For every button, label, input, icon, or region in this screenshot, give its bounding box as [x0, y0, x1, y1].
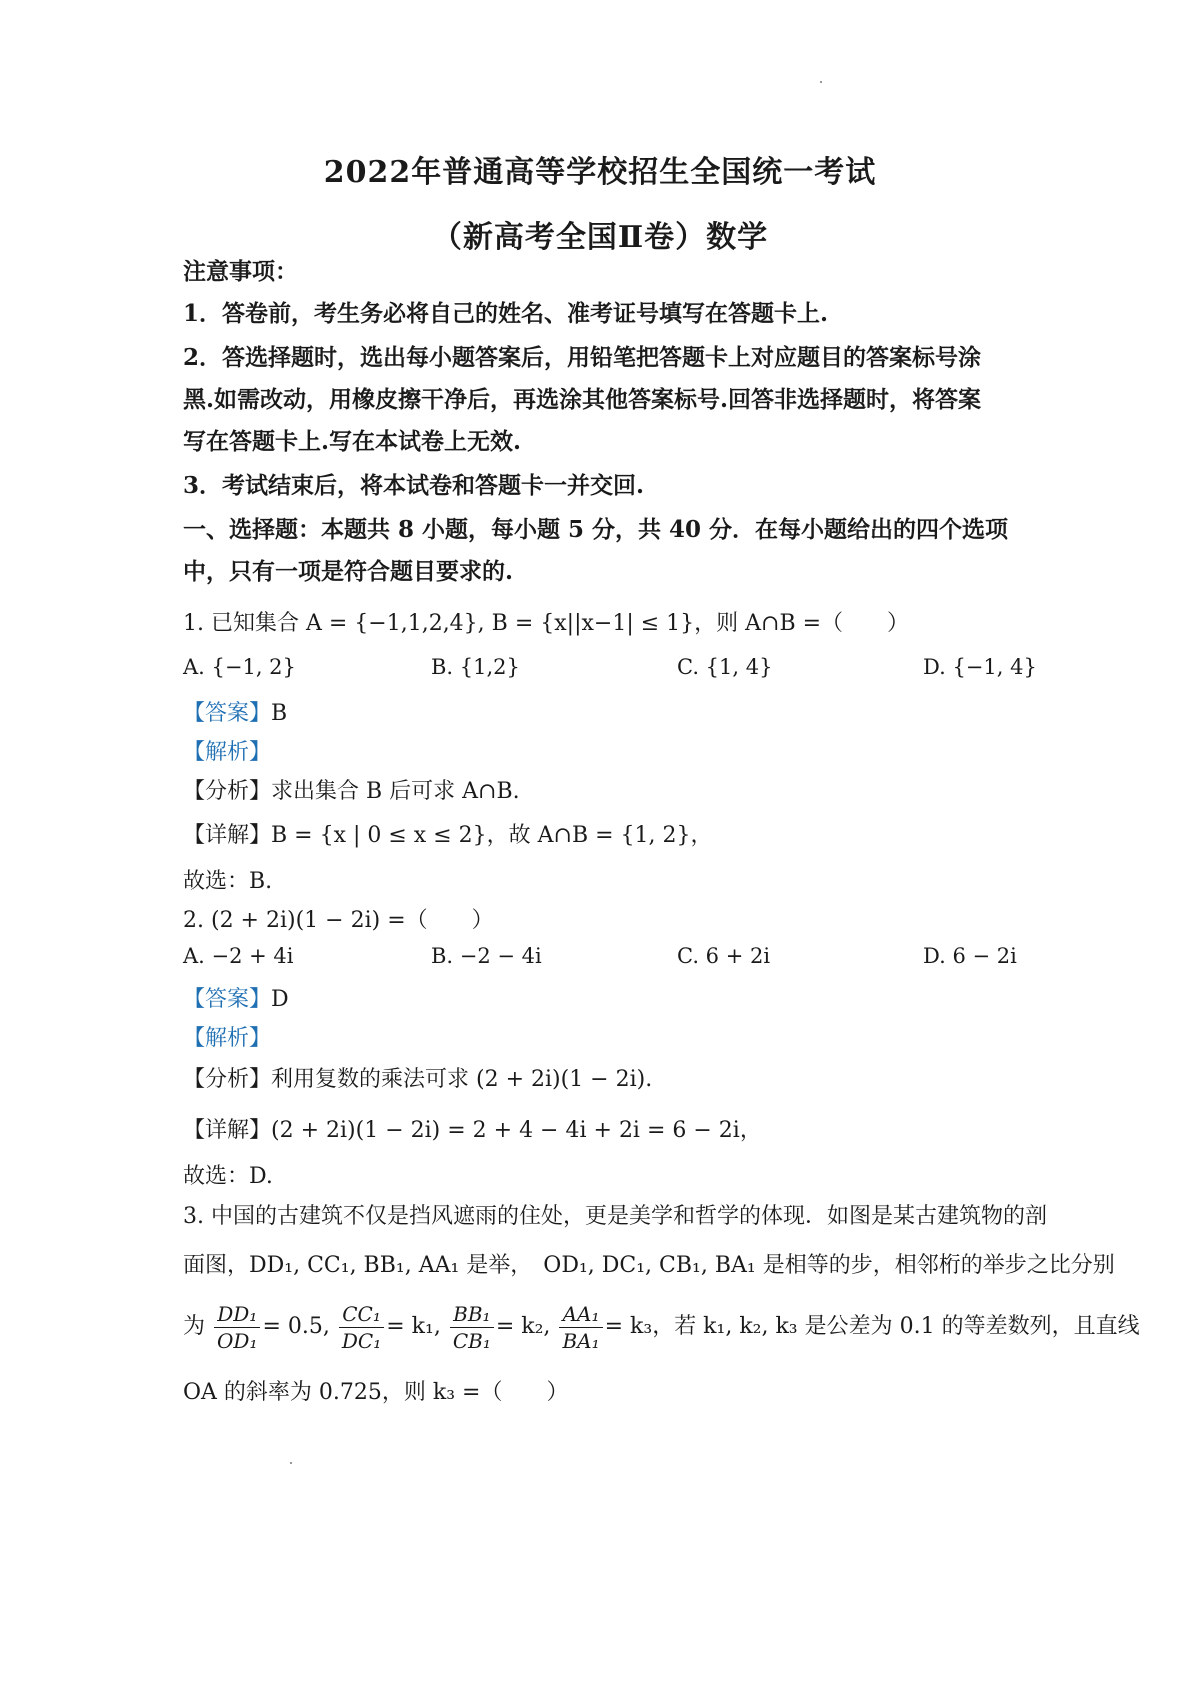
q2-xiangjie: 【详解】(2 + 2i)(1 − 2i) = 2 + 4 − 4i + 2i = 6 − 2i，: [183, 1118, 762, 1143]
q3-line-3-suffix: ，若 k₁, k₂, k₃ 是公差为 0.1 的等差数列，且直线: [652, 1314, 1140, 1339]
q3-f4-rhs: = k₃: [604, 1314, 653, 1339]
section-heading-line-1: 一、选择题：本题共 8 小题，每小题 5 分，共 40 分．在每小题给出的四个选项: [183, 516, 1009, 543]
q3-f2-den: DC₁: [341, 1328, 382, 1353]
q1-fenxi: 【分析】求出集合 B 后可求 A∩B.: [183, 779, 520, 804]
q3-f1-den: OD₁: [217, 1328, 258, 1353]
q3-fraction-1: [214, 1301, 260, 1354]
q3-line-2: 面图，DD₁, CC₁, BB₁, AA₁ 是举， OD₁, DC₁, CB₁, BA₁ 是相等的步，相邻桁的举步之比分别: [183, 1253, 1115, 1278]
q3-fraction-3: [450, 1301, 494, 1354]
q3-f3-num: BB₁: [450, 1301, 494, 1328]
q3-f2-rhs: = k₁,: [386, 1314, 441, 1339]
notice-item-2-line-3: 写在答题卡上.写在本试卷上无效.: [183, 428, 522, 455]
notice-item-1: 1．答卷前，考生务必将自己的姓名、准考证号填写在答题卡上.: [183, 300, 829, 327]
q2-analysis-tag: 【解析】: [183, 1026, 272, 1051]
q2-stem: 2. (2 + 2i)(1 − 2i) =（ ）: [183, 908, 494, 933]
scan-speck: [820, 81, 822, 83]
q3-f1-rhs: = 0.5,: [262, 1314, 330, 1339]
exam-subtitle: （新高考全国Ⅱ卷）数学: [431, 220, 769, 255]
q1-option-d: D. {−1, 4}: [923, 655, 1037, 679]
notice-heading: 注意事项：: [183, 258, 298, 285]
q1-option-a: A. {−1, 2}: [183, 655, 296, 679]
q1-answer-value: B: [271, 701, 288, 726]
q3-f4-den: BA₁: [562, 1328, 600, 1353]
notice-item-2-line-1: 2．答选择题时，选出每小题答案后，用铅笔把答题卡上对应题目的答案标号涂: [183, 344, 982, 371]
q3-fraction-2: [339, 1301, 384, 1354]
q3-line-3: [183, 1300, 1140, 1354]
q2-conclusion: 故选：D.: [183, 1164, 273, 1189]
scan-speck: [290, 1462, 292, 1464]
q2-option-d: D. 6 − 2i: [923, 944, 1017, 968]
q2-answer: [183, 982, 289, 1013]
q2-options: [183, 944, 1023, 974]
q1-answer: [183, 696, 287, 727]
section-heading-line-2: 中，只有一项是符合题目要求的.: [183, 558, 514, 585]
q2-option-b: B. −2 − 4i: [431, 944, 542, 968]
q3-f2-num: CC₁: [339, 1301, 384, 1328]
q2-answer-tag: 【答案】: [183, 987, 272, 1012]
q3-f3-den: CB₁: [452, 1328, 491, 1353]
q3-line-3-prefix: 为: [183, 1314, 206, 1339]
q1-options: [183, 655, 1037, 685]
q1-answer-tag: 【答案】: [183, 701, 272, 726]
q1-analysis-tag: 【解析】: [183, 740, 272, 765]
q2-option-a: A. −2 + 4i: [183, 944, 294, 968]
q2-option-c: C. 6 + 2i: [677, 944, 771, 968]
exam-title: 2022年普通高等学校招生全国统一考试: [323, 155, 877, 190]
q3-f1-num: DD₁: [214, 1301, 260, 1328]
q3-line-4: OA 的斜率为 0.725，则 k₃ =（ ）: [183, 1380, 569, 1405]
q1-option-c: C. {1, 4}: [677, 655, 773, 679]
notice-item-2-line-2: 黑.如需改动，用橡皮擦干净后，再选涂其他答案标号.回答非选择题时，将答案: [183, 386, 982, 413]
q3-f3-rhs: = k₂,: [495, 1314, 551, 1339]
q1-xiangjie: 【详解】B = {x | 0 ≤ x ≤ 2}，故 A∩B = {1, 2}，: [183, 823, 713, 848]
q3-f4-num: AA₁: [559, 1301, 602, 1328]
q3-line-1: 3. 中国的古建筑不仅是挡风遮雨的住处，更是美学和哲学的体现．如图是某古建筑物的剖: [183, 1204, 1047, 1229]
notice-item-3: 3．考试结束后，将本试卷和答题卡一并交回.: [183, 472, 645, 499]
q1-option-b: B. {1,2}: [431, 655, 520, 679]
q1-conclusion: 故选：B.: [183, 869, 273, 894]
q2-answer-value: D: [271, 987, 289, 1012]
q2-fenxi: 【分析】利用复数的乘法可求 (2 + 2i)(1 − 2i).: [183, 1067, 653, 1092]
q1-stem: 1. 已知集合 A = {−1,1,2,4}, B = {x||x−1| ≤ 1}，则 A∩B =（ ）: [183, 611, 910, 636]
q3-fraction-4: [559, 1301, 602, 1354]
